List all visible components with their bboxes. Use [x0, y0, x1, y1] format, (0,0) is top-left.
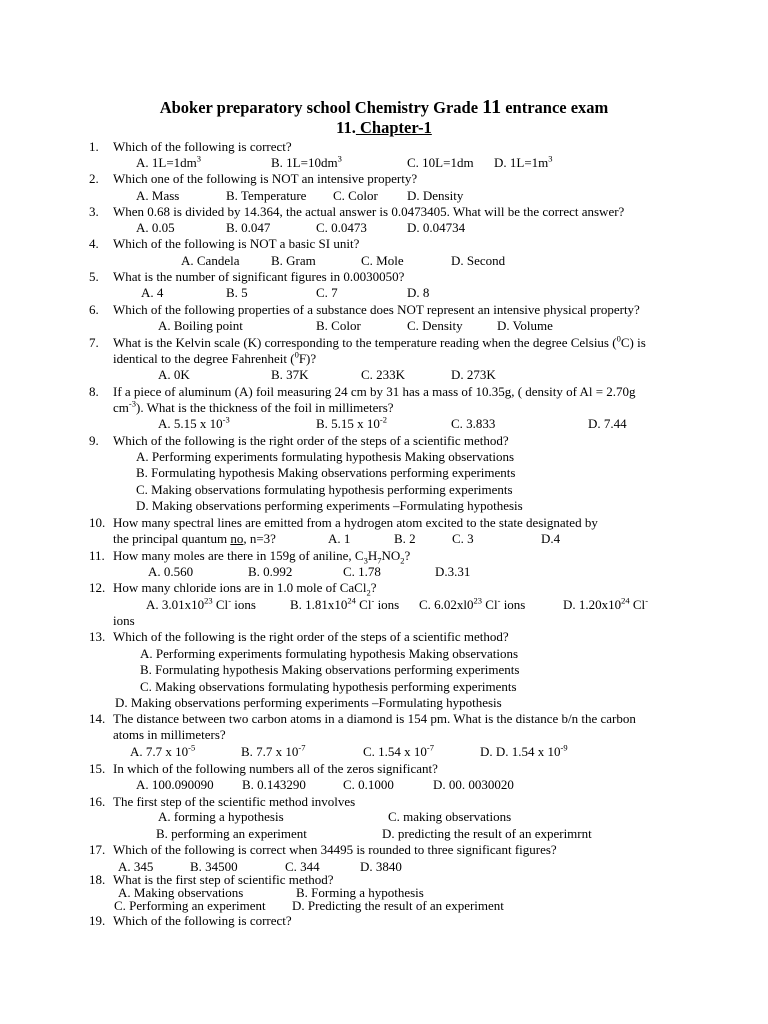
- option-d: D. Volume: [497, 318, 553, 333]
- option-c: C. $6.02xl0^{23}$ Cl- ions: [419, 595, 526, 612]
- option-a: A. forming a hypothesis: [158, 809, 284, 824]
- option-a: A. Making observations: [118, 885, 244, 900]
- option-d: D. Second: [451, 253, 506, 268]
- option-d: D. 8: [407, 285, 430, 300]
- question-text-cont: atoms in millimeters?: [113, 727, 226, 742]
- question-number: 1.: [89, 139, 99, 154]
- question-number: 17.: [89, 842, 106, 857]
- option-c: C. Making observations formulating hypothesis performing experiments: [140, 679, 517, 694]
- question-number: 4.: [89, 236, 99, 251]
- question-number: 6.: [89, 302, 99, 317]
- option-d: D. 7.44: [588, 416, 627, 431]
- option-c: C. 1.78: [343, 564, 381, 579]
- question-number: 11.: [89, 548, 105, 563]
- option-d: D. 00. 0030020: [433, 777, 514, 792]
- question-text: Which of the following is correct?: [113, 139, 292, 154]
- exam-subtitle: [0, 118, 768, 138]
- question-text: Which of the following is the right order of the steps of a scientific method?: [113, 433, 509, 448]
- option-a: A. 5.15 x $10^{-3}$: [158, 414, 230, 431]
- option-d: D. $1.20x10^{24}$ Cl-: [563, 595, 649, 612]
- option-b: B. Formulating hypothesis Making observations performing experiments: [136, 465, 516, 480]
- question-number: 3.: [89, 204, 99, 219]
- option-a: A. 0K: [158, 367, 190, 382]
- option-d-wrap: ions: [113, 613, 135, 628]
- option-c: C. 10L=1dm: [407, 155, 474, 170]
- option-d: D. Making observations performing experiments –Formulating hypothesis: [115, 695, 502, 710]
- option-c: C. 1.54 x $10^{-7}$: [363, 742, 435, 759]
- option-a: A. 1: [328, 531, 351, 546]
- question-number: 14.: [89, 711, 106, 726]
- option-a: A. $3.01x10^{23}$ Cl- ions: [146, 595, 256, 612]
- option-a: A. 4: [141, 285, 164, 300]
- option-a: A. 0.05: [136, 220, 175, 235]
- option-c: C. Color: [333, 188, 378, 203]
- question-text: Which of the following is correct?: [113, 913, 292, 928]
- option-b: B. 0.143290: [242, 777, 306, 792]
- option-b: B. 34500: [190, 859, 238, 874]
- option-c: C. 233K: [361, 367, 406, 382]
- option-c: C. 344: [285, 859, 320, 874]
- question-text: In which of the following numbers all of the zeros significant?: [113, 761, 438, 776]
- option-b: B. performing an experiment: [156, 826, 307, 841]
- question-text: Which of the following properties of a substance does NOT represent an intensive physical property?: [113, 302, 640, 317]
- option-b: B. $1.81x10^{24}$ Cl- ions: [290, 595, 400, 612]
- option-a: A. 100.090090: [136, 777, 214, 792]
- question-text: The first step of the scientific method involves: [113, 794, 356, 809]
- question-number: 8.: [89, 384, 99, 399]
- option-c: C. 3.833: [451, 416, 496, 431]
- option-d: D. $1L=1m^3$: [494, 153, 553, 170]
- option-d: D. Predicting the result of an experiment: [292, 898, 504, 913]
- option-b: B. Gram: [271, 253, 316, 268]
- option-b: B. 7.7 x $10^{-7}$: [241, 742, 306, 759]
- option-d: D. 273K: [451, 367, 496, 382]
- exam-title-part: Aboker preparatory school Chemistry Grade: [159, 98, 483, 117]
- option-a: A. $1L=1dm^3$: [136, 153, 202, 170]
- option-a: A. Mass: [136, 188, 180, 203]
- option-c: C. 0.1000: [343, 777, 394, 792]
- question-text: How many chloride ions are in 1.0 mole of CaCl$_2$?: [113, 580, 377, 598]
- question-number: 12.: [89, 580, 106, 595]
- question-text: Which one of the following is NOT an intensive property?: [113, 171, 418, 186]
- option-b: B. 2: [394, 531, 416, 546]
- option-b: B. 5: [226, 285, 248, 300]
- question-text-cont: $cm^{-3}$). What is the thickness of the foil in millimeters?: [113, 398, 394, 415]
- option-c: C. 7: [316, 285, 338, 300]
- option-c: C. Making observations formulating hypothesis performing experiments: [136, 482, 513, 497]
- question-text-cont: the principal quantum no, n=3?: [113, 531, 276, 546]
- question-text: What is the first step of scientific method?: [113, 872, 334, 887]
- exam-title: [0, 96, 768, 119]
- option-b: B. $1L=10dm^3$: [271, 153, 342, 170]
- subtitle-chapter: Chapter-1: [355, 118, 432, 137]
- option-b: B. Formulating hypothesis Making observations performing experiments: [140, 662, 520, 677]
- option-d: D.4: [541, 531, 561, 546]
- option-d: D. predicting the result of an experimrnt: [382, 826, 592, 841]
- question-text: What is the number of significant figures in 0.0030050?: [113, 269, 405, 284]
- option-d: D. Density: [407, 188, 464, 203]
- option-a: A. 345: [118, 859, 154, 874]
- option-c: C. 3: [452, 531, 474, 546]
- exam-title-grade: 11: [482, 96, 502, 118]
- question-number: 5.: [89, 269, 99, 284]
- option-a: A. 7.7 x $10^{-5}$: [130, 742, 196, 759]
- question-number: 18.: [89, 872, 106, 887]
- question-text: The distance between two carbon atoms in a diamond is 154 pm. What is the distance b/n the carbon: [113, 711, 636, 726]
- option-d: D. D. 1.54 x $10^{-9}$: [480, 742, 568, 759]
- option-c: C. 0.0473: [316, 220, 367, 235]
- option-d: D.3.31: [435, 564, 471, 579]
- option-b: B. Forming a hypothesis: [296, 885, 424, 900]
- question-text: If a piece of aluminum (A) foil measuring 24 cm by 31 has a mass of 10.35g, ( density of Al = 2.70g: [113, 384, 636, 399]
- question-text: How many spectral lines are emitted from a hydrogen atom excited to the state designated by: [113, 515, 598, 530]
- question-text: Which of the following is NOT a basic SI unit?: [113, 236, 360, 251]
- option-d: D. Making observations performing experiments –Formulating hypothesis: [136, 498, 523, 513]
- option-c: C. making observations: [388, 809, 512, 824]
- question-number: 15.: [89, 761, 106, 776]
- option-b: B. Color: [316, 318, 361, 333]
- question-number: 7.: [89, 335, 99, 350]
- question-number: 19.: [89, 913, 106, 928]
- option-a: A. Performing experiments formulating hypothesis Making observations: [140, 646, 519, 661]
- option-b: B. 0.047: [226, 220, 271, 235]
- option-a: A. Candela: [181, 253, 240, 268]
- option-a: A. Performing experiments formulating hypothesis Making observations: [136, 449, 515, 464]
- option-b: B. 5.15 x $10^{-2}$: [316, 414, 388, 431]
- question-text: When 0.68 is divided by 14.364, the actual answer is 0.0473405. What will be the correct answer?: [113, 204, 625, 219]
- option-d: D. 3840: [360, 859, 402, 874]
- subtitle-number: 11.: [336, 118, 356, 137]
- option-d: D. 0.04734: [407, 220, 466, 235]
- option-b: B. 0.992: [248, 564, 293, 579]
- question-number: 16.: [89, 794, 106, 809]
- option-b: B. 37K: [271, 367, 309, 382]
- question-number: 2.: [89, 171, 99, 186]
- option-a: A. Boiling point: [158, 318, 243, 333]
- question-text: Which of the following is correct when 34495 is rounded to three significant figures?: [113, 842, 557, 857]
- option-a: A. 0.560: [148, 564, 194, 579]
- option-c: C. Density: [407, 318, 463, 333]
- question-text: How many moles are there in 159g of aniline, $C_3H_7NO_2$?: [113, 548, 411, 566]
- question-number: 13.: [89, 629, 106, 644]
- exam-title-part: entrance exam: [501, 98, 609, 117]
- question-number: 9.: [89, 433, 99, 448]
- question-text-cont: identical to the degree Fahrenheit ($^0$F)?: [113, 349, 317, 366]
- option-c: C. Performing an experiment: [114, 898, 266, 913]
- question-text: Which of the following is the right order of the steps of a scientific method?: [113, 629, 509, 644]
- option-c: C. Mole: [361, 253, 404, 268]
- question-text: What is the Kelvin scale (K) corresponding to the temperature reading when the degree Celsius ($^0$C) is: [113, 333, 646, 350]
- option-b: B. Temperature: [226, 188, 307, 203]
- question-number: 10.: [89, 515, 106, 530]
